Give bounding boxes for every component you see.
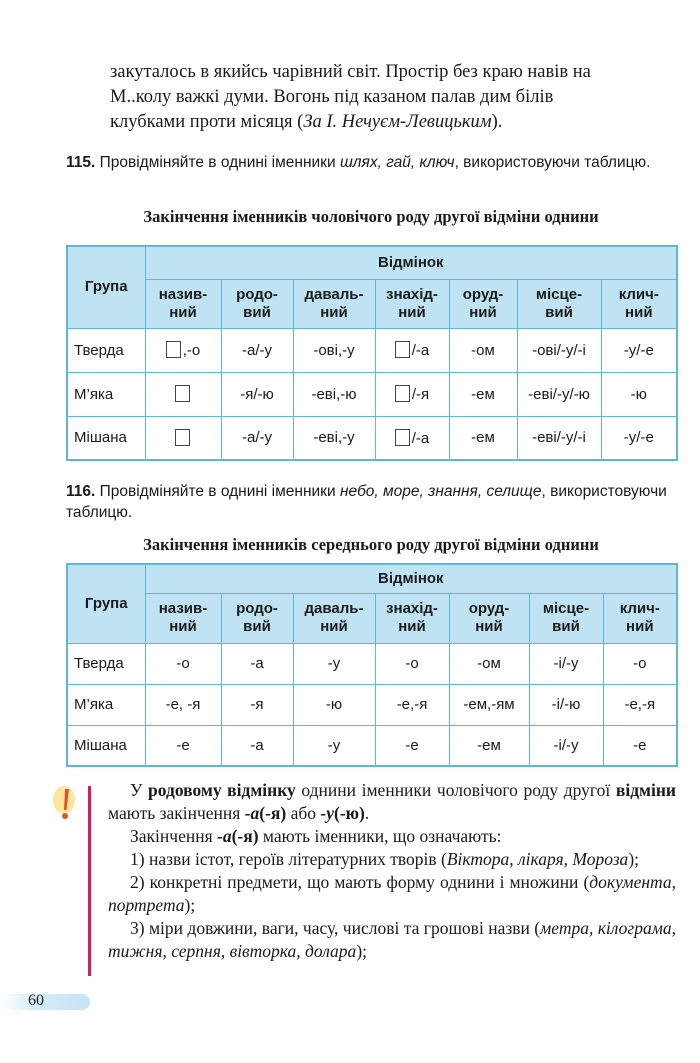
table-cell: [375, 372, 449, 416]
table-cell: -е: [603, 725, 677, 766]
exercise-text: , використовуючи таблицю.: [454, 154, 651, 171]
table-cell: [145, 416, 221, 460]
table-cell: -о: [375, 643, 449, 684]
text-line: родо-: [236, 600, 278, 617]
case-header: Відмінок: [145, 564, 677, 593]
table-cell: -ові,-у: [293, 328, 375, 372]
rule-paragraph: [108, 779, 676, 825]
text-span: мають іменники, що означають:: [258, 826, 502, 846]
table-cell: -і/-ю: [529, 684, 603, 725]
table-cell: -а: [221, 725, 293, 766]
rule-paragraph: [108, 871, 676, 917]
cell-text: /-я: [411, 386, 430, 403]
exercise-116: [66, 481, 676, 523]
empty-box: [166, 341, 181, 358]
case-header: Відмінок: [145, 246, 677, 279]
text-line: знахід-: [386, 600, 438, 617]
text-span: мають закінчення: [108, 803, 245, 823]
case-header-cell: [529, 593, 603, 643]
table-cell: -і/-у: [529, 725, 603, 766]
table-cell: -ем,-ям: [449, 684, 529, 725]
text-span: .: [364, 803, 370, 823]
text-span: );: [356, 941, 368, 961]
exercise-words: шлях, гай, ключ: [339, 154, 455, 171]
text-span: 2) конкретні предмети, що мають форму однини і множини (: [130, 872, 590, 892]
top-paragraph-line-3: [110, 110, 675, 135]
group-header: Група: [67, 564, 145, 643]
text-line: родо-: [236, 285, 278, 303]
bold-term: родовому відмінку: [148, 780, 296, 800]
empty-box: [175, 429, 190, 446]
source-attribution: За І. Нечуєм-Левицьким: [303, 112, 492, 132]
empty-box: [395, 385, 410, 402]
text-line: ний: [469, 303, 497, 321]
top-paragraph-line-2: М..колу важкі думи. Вогонь під казаном палав дим білів: [110, 87, 554, 107]
text-span: однини іменники чоловічого роду другої: [295, 780, 616, 800]
text-line: вий: [552, 618, 580, 635]
table-cell: -у/-е: [601, 416, 677, 460]
table-cell: [375, 416, 449, 460]
empty-box: [395, 429, 410, 446]
example-words: метра, кілограма, тижня, серпня, вівторка, долара: [108, 918, 677, 961]
table-2-caption: Закінчення іменників середнього роду другої відміни однини: [143, 535, 599, 554]
text-line: знахід-: [386, 285, 438, 303]
table-cell: -е, -я: [145, 684, 221, 725]
table-cell: -еві,-у: [293, 416, 375, 460]
ending: -у: [320, 803, 335, 823]
table-cell: -а: [221, 643, 293, 684]
grammar-rule: [108, 779, 676, 963]
text-span: У: [130, 780, 148, 800]
ending: (-ю): [334, 803, 365, 823]
table-cell: -е: [145, 725, 221, 766]
case-header-cell: [375, 593, 449, 643]
table-cell: -ю: [293, 684, 375, 725]
text-line: місце-: [535, 285, 583, 303]
table-row: [67, 643, 677, 684]
case-header-cell: [601, 279, 677, 328]
table-cell: -у: [293, 643, 375, 684]
text-span: ).: [491, 112, 503, 132]
table-cell: -у/-е: [601, 328, 677, 372]
row-group-label: М’яка: [67, 684, 145, 725]
cell-text: ,-о: [182, 342, 201, 359]
ending: (-я): [231, 826, 259, 846]
text-line: ний: [398, 618, 426, 635]
exclamation-icon: [52, 784, 78, 824]
table-cell: -я/-ю: [221, 372, 293, 416]
text-span: 3) міри довжини, ваги, часу, числові та грошові назви (: [130, 918, 541, 938]
table-cell: -а/-у: [221, 328, 293, 372]
row-group-label: Мішана: [67, 725, 145, 766]
table-cell: -у: [293, 725, 375, 766]
text-span: клубками проти місяця (: [110, 112, 304, 132]
case-header-cell: [449, 279, 517, 328]
table-cell: -еві,-ю: [293, 372, 375, 416]
text-line: ний: [398, 303, 426, 321]
text-line: оруд-: [468, 600, 510, 617]
text-line: вий: [243, 303, 271, 321]
exercise-115: [66, 152, 676, 173]
case-header-cell: [145, 279, 221, 328]
table-cell: -о: [145, 643, 221, 684]
rule-accent-line: [88, 786, 91, 976]
cell-text: /-а: [411, 429, 430, 447]
table-cell: -ем: [449, 416, 517, 460]
case-header-cell: [603, 593, 677, 643]
text-line: ний: [320, 303, 348, 321]
text-span: або: [286, 803, 321, 823]
ending: -а: [217, 826, 232, 846]
case-header-cell: [221, 279, 293, 328]
case-header-cell: [221, 593, 293, 643]
table-masculine-endings: [66, 245, 678, 461]
case-header-cell: [375, 279, 449, 328]
row-group-label: Тверда: [67, 643, 145, 684]
text-span: );: [184, 895, 196, 915]
case-header-cell: [293, 593, 375, 643]
table-cell: [145, 328, 221, 372]
text-line: ний: [169, 303, 197, 321]
table-cell: -ом: [449, 328, 517, 372]
table-row: [67, 725, 677, 766]
text-line: назив-: [158, 600, 208, 617]
exercise-number: 115.: [66, 154, 96, 171]
text-line: вий: [243, 618, 271, 635]
rule-paragraph: [108, 917, 676, 963]
footer-band: [0, 994, 90, 1010]
table-row: [67, 328, 677, 372]
text-line: назив-: [158, 285, 208, 303]
table-cell: -а/-у: [221, 416, 293, 460]
exercise-number: 116.: [66, 483, 96, 500]
table-cell: [375, 328, 449, 372]
table-cell: -ом: [449, 643, 529, 684]
text-line: ний: [626, 618, 654, 635]
case-header-cell: [293, 279, 375, 328]
table-cell: -е,-я: [375, 684, 449, 725]
table-row: [67, 372, 677, 416]
page-number: 60: [28, 992, 44, 1009]
cell-text: /-а: [411, 342, 430, 359]
group-header: Група: [67, 246, 145, 328]
text-line: ний: [625, 303, 653, 321]
table-neuter-endings: [66, 563, 678, 767]
exercise-words: небо, море, знання, селище: [339, 483, 542, 500]
row-group-label: Мішана: [67, 416, 145, 460]
table-cell: -я: [221, 684, 293, 725]
bold-term: відміни: [615, 780, 676, 800]
text-line: ний: [475, 618, 503, 635]
text-line: ний: [169, 618, 197, 635]
empty-box: [395, 341, 410, 358]
exercise-text: Провідміняйте в однині іменники: [99, 154, 340, 171]
text-span: 1) назви істот, героїв літературних творів (: [130, 849, 447, 869]
row-group-label: М’яка: [67, 372, 145, 416]
text-span: );: [628, 849, 640, 869]
text-line: ний: [320, 618, 348, 635]
exercise-text: , використовуючи таблицю.: [66, 483, 667, 521]
case-header-cell: [449, 593, 529, 643]
case-header-cell: [517, 279, 601, 328]
ending: (-я): [259, 803, 287, 823]
text-line: вий: [545, 303, 573, 321]
table-cell: -ю: [601, 372, 677, 416]
table-cell: -і/-у: [529, 643, 603, 684]
row-group-label: Тверда: [67, 328, 145, 372]
table-cell: [145, 372, 221, 416]
table-cell: -ем: [449, 372, 517, 416]
text-line: даваль-: [304, 285, 364, 303]
text-line: даваль-: [304, 600, 364, 617]
text-line: місце-: [542, 600, 590, 617]
empty-box: [175, 385, 190, 402]
text-span: Закінчення: [130, 826, 217, 846]
table-cell: -еві/-у/-і: [517, 416, 601, 460]
exercise-text: Провідміняйте в однині іменники: [99, 483, 340, 500]
top-paragraph-line-1: закуталось в якийсь чарівний світ. Простір без краю навів на: [110, 62, 591, 82]
table-cell: -еві/-у/-ю: [517, 372, 601, 416]
text-line: оруд-: [462, 285, 504, 303]
table-row: [67, 684, 677, 725]
rule-paragraph: [108, 825, 676, 848]
text-line: клич-: [618, 285, 659, 303]
table-1-caption: Закінчення іменників чоловічого роду другої відміни однини: [143, 207, 599, 226]
table-cell: -е,-я: [603, 684, 677, 725]
case-header-cell: [145, 593, 221, 643]
top-paragraph: [110, 60, 675, 135]
ending: -а: [244, 803, 260, 823]
example-words: Віктора, лікаря, Мороза: [446, 849, 629, 869]
text-line: клич-: [619, 600, 660, 617]
table-cell: -ем: [449, 725, 529, 766]
table-row: [67, 416, 677, 460]
table-cell: -ові/-у/-і: [517, 328, 601, 372]
table-cell: -о: [603, 643, 677, 684]
rule-paragraph: [108, 848, 676, 871]
table-cell: -е: [375, 725, 449, 766]
example-words: документа, портрета: [108, 872, 676, 915]
